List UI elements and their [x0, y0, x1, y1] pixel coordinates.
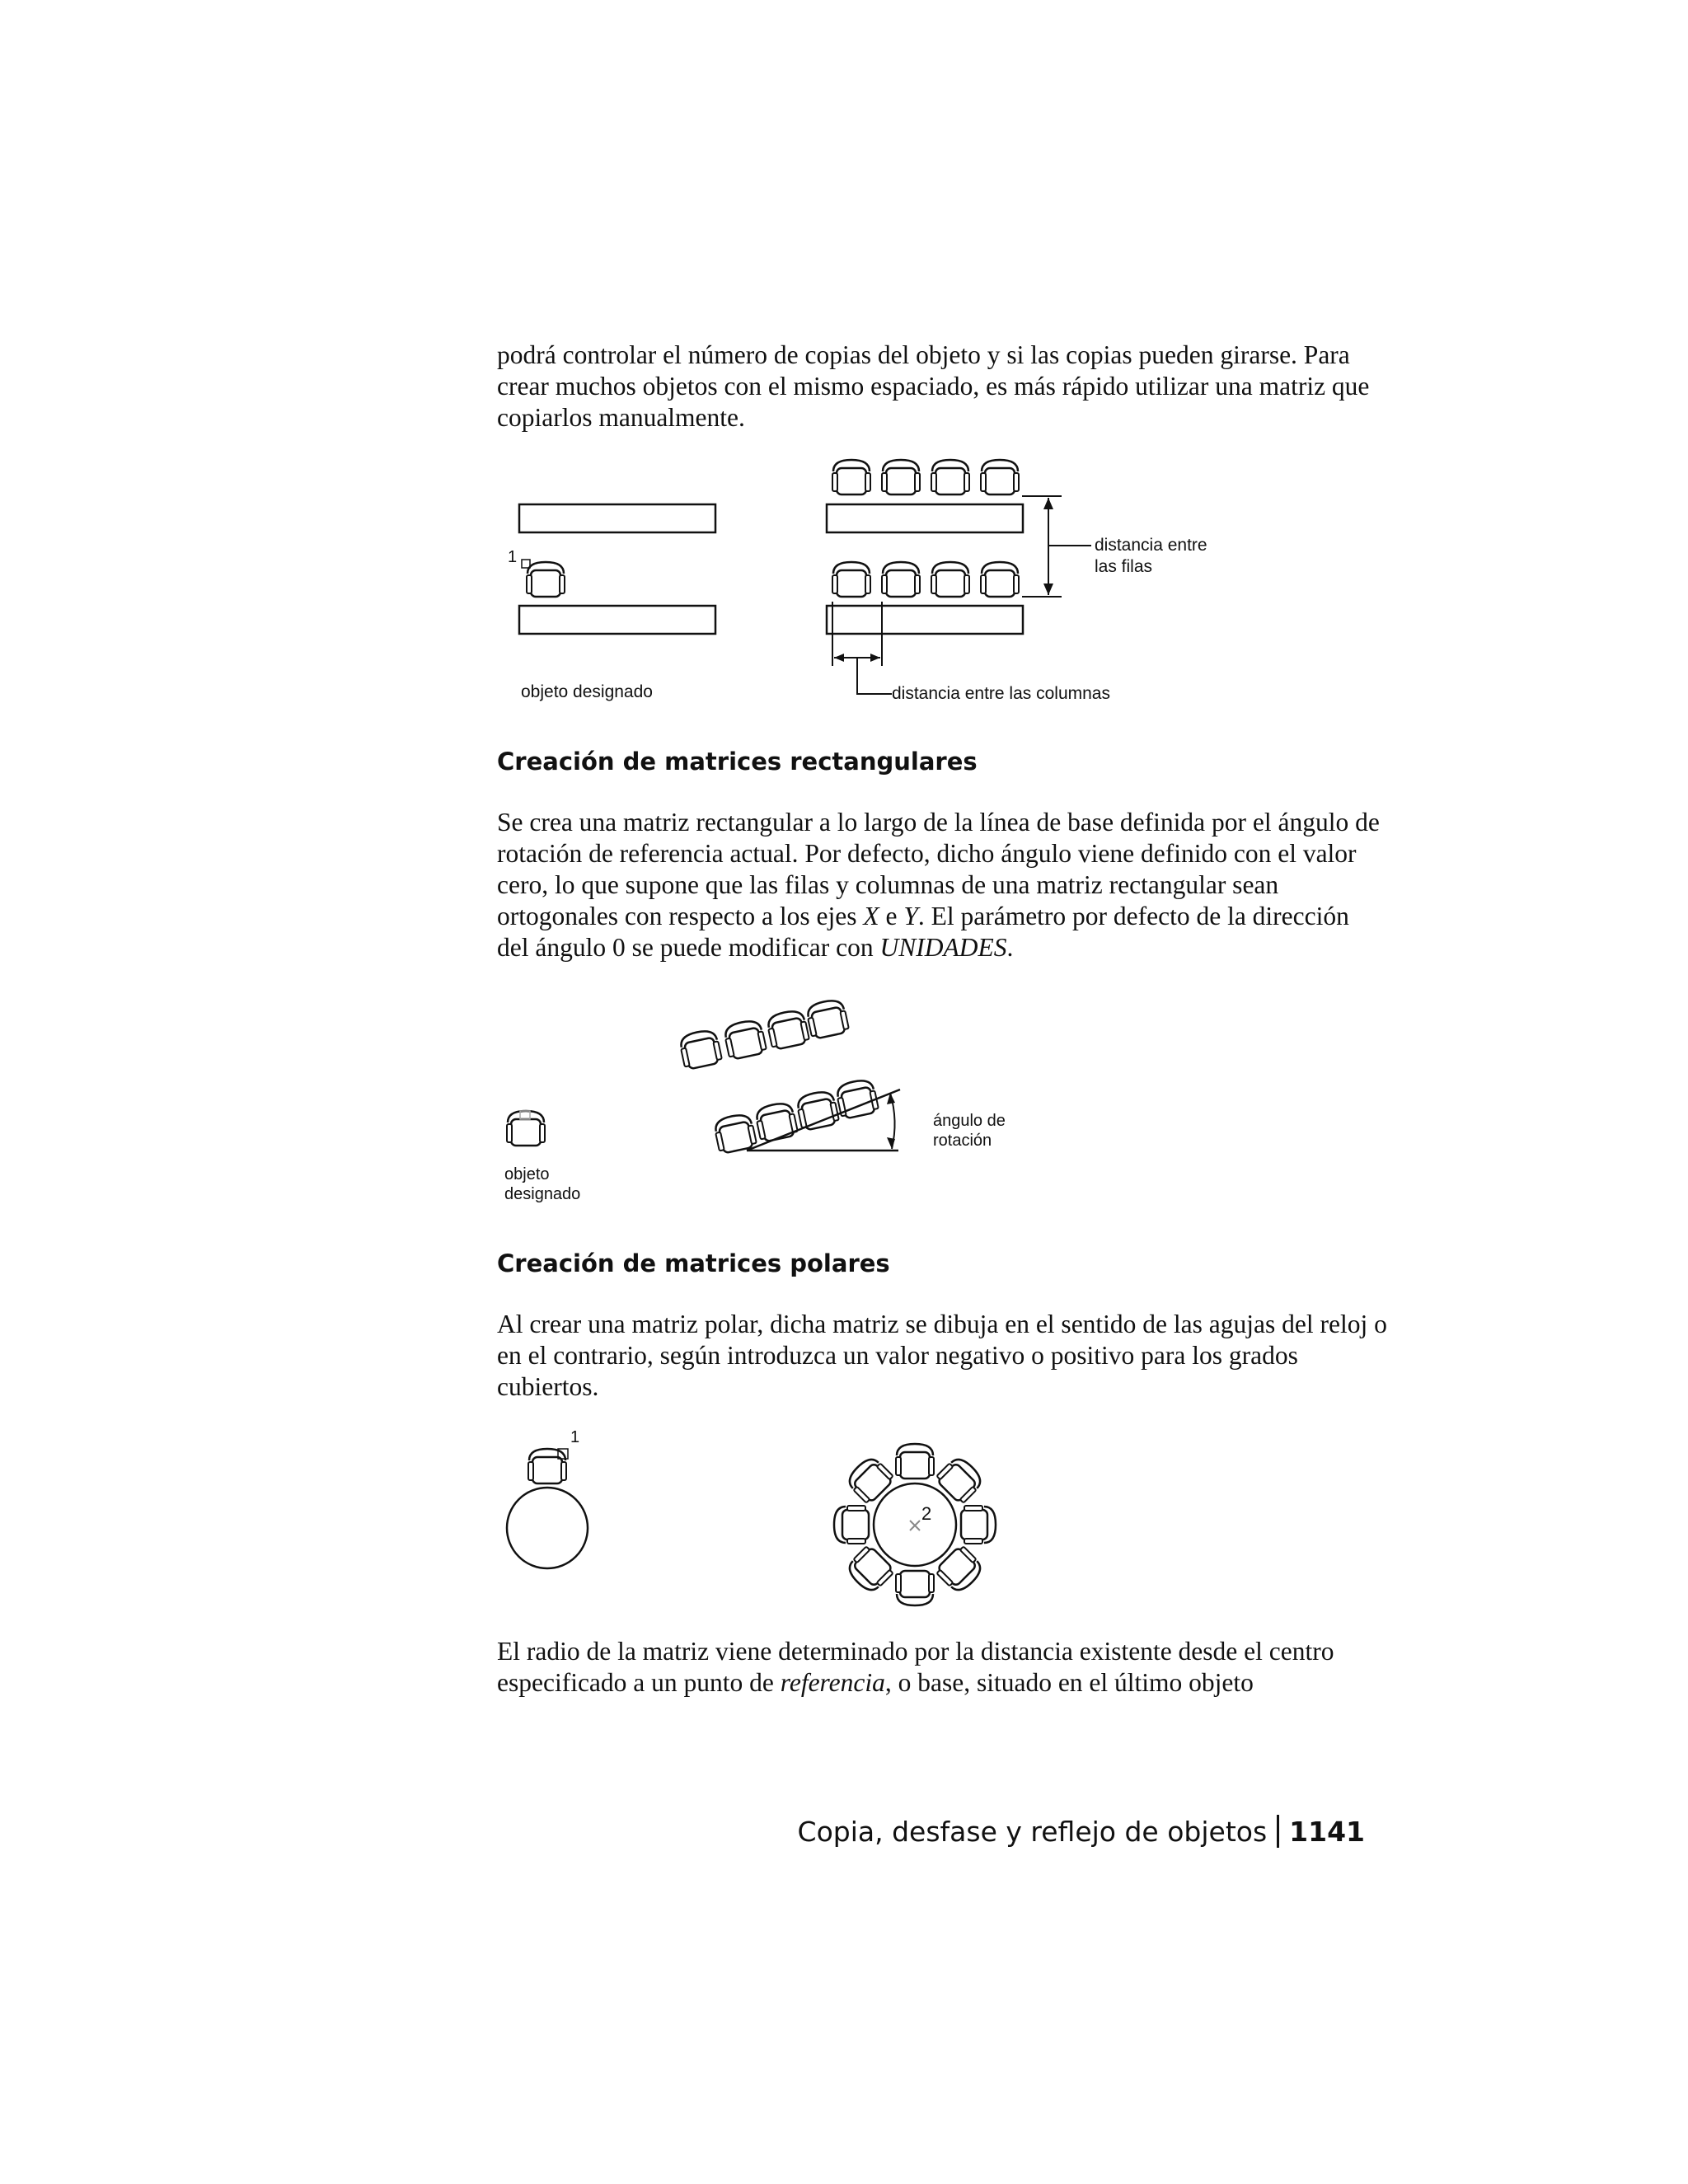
- heading-polar: Creación de matrices polares: [497, 1249, 890, 1277]
- chair-bottom-2: [754, 1101, 799, 1143]
- chair-bottom-3: [795, 1090, 840, 1132]
- polar-label-2: 2: [921, 1503, 932, 1524]
- polar-chair-s: [896, 1571, 934, 1605]
- table-right-bottom: [827, 606, 1023, 634]
- table-right-top: [827, 504, 1023, 532]
- rectangular-paragraph: [497, 807, 1387, 963]
- radius-paragraph: [497, 1636, 1387, 1699]
- chair-source: [528, 1449, 566, 1483]
- chair-r1-c4: [981, 460, 1019, 494]
- chair-r1-c2: [882, 460, 920, 494]
- polar-chair-w: [834, 1506, 869, 1544]
- rect-text-1: Se crea una matriz rectangular a lo largo de la línea de base definida por el ángulo de rotación de referencia actual. Por defecto, dicho ángulo viene definido con el valor cero, lo que supone que las filas y columnas de una matriz rectangular sean ortogonales con respecto a los ejes: [497, 808, 1380, 930]
- polar-chair-e: [961, 1506, 996, 1544]
- distancia-filas-label-1: distancia entre: [1095, 536, 1207, 555]
- polar-chair-n: [896, 1444, 934, 1479]
- table-left-top: [519, 504, 715, 532]
- distancia-columnas-label: distancia entre las columnas: [892, 684, 1110, 703]
- chair-top-1: [678, 1029, 723, 1071]
- axis-x: X: [863, 902, 879, 930]
- radius-text-1: El radio de la matriz viene determinado por la distancia existente desde el centro especificado a un punto de: [497, 1637, 1334, 1697]
- heading-rectangular: Creación de matrices rectangulares: [497, 748, 978, 776]
- footer-separator: [1277, 1815, 1279, 1848]
- angulo-label-2: rotación: [933, 1132, 992, 1150]
- chair-r2-c4: [981, 562, 1019, 597]
- designado-label: designado: [504, 1185, 581, 1203]
- objeto-label: objeto: [504, 1165, 550, 1183]
- polar-label-1: 1: [570, 1428, 580, 1446]
- chair-r2-c1: [832, 562, 870, 597]
- chair-top-3: [766, 1009, 810, 1051]
- chair-top-4: [805, 998, 850, 1040]
- figure-rotated-array: [495, 981, 1071, 1212]
- polar-paragraph: Al crear una matriz polar, dicha matriz se dibuja en el sentido de las agujas del reloj o en el contrario, según introduzca un valor negativo o positivo para los grados cubiertos.: [497, 1310, 1387, 1401]
- page-footer: [798, 1815, 1365, 1848]
- chair-r1-c3: [931, 460, 969, 494]
- label-1: 1: [508, 548, 518, 566]
- chair-r2-c3: [931, 562, 969, 597]
- figure-polar-array: [495, 1426, 1022, 1615]
- rect-text-end: .: [1006, 933, 1014, 962]
- rect-text-e: e: [879, 902, 904, 930]
- referencia-term: referencia: [780, 1668, 885, 1697]
- radius-text-2: , o base, situado en el último objeto: [884, 1668, 1254, 1697]
- axis-y: Y: [903, 902, 918, 930]
- chair-r1-c1: [832, 460, 870, 494]
- table-single: [507, 1488, 588, 1568]
- unidades-command: UNIDADES: [879, 933, 1007, 962]
- objeto-designado-label: objeto designado: [521, 682, 653, 701]
- page-number: 1141: [1289, 1816, 1365, 1848]
- chair-r2-c2: [882, 562, 920, 597]
- distancia-filas-label-2: las filas: [1095, 557, 1153, 576]
- chair-selected: [527, 562, 565, 597]
- chair-top-2: [723, 1019, 767, 1061]
- rect-text-2: . El parámetro por defecto de la dirección del ángulo 0 se puede modificar con: [497, 902, 1349, 962]
- chair-designated: [507, 1111, 545, 1146]
- figure-rectangular-array: [495, 445, 1236, 717]
- intro-paragraph: podrá controlar el número de copias del objeto y si las copias pueden girarse. Para crear muchos objetos con el mismo espaciado, es más rápido utilizar una matriz que copiarlos manualmente.: [497, 340, 1370, 432]
- table-left-bottom: [519, 606, 715, 634]
- footer-title: Copia, desfase y reflejo de objetos: [797, 1816, 1268, 1848]
- chair-bottom-1: [713, 1113, 757, 1155]
- angulo-label-1: ángulo de: [933, 1112, 1006, 1130]
